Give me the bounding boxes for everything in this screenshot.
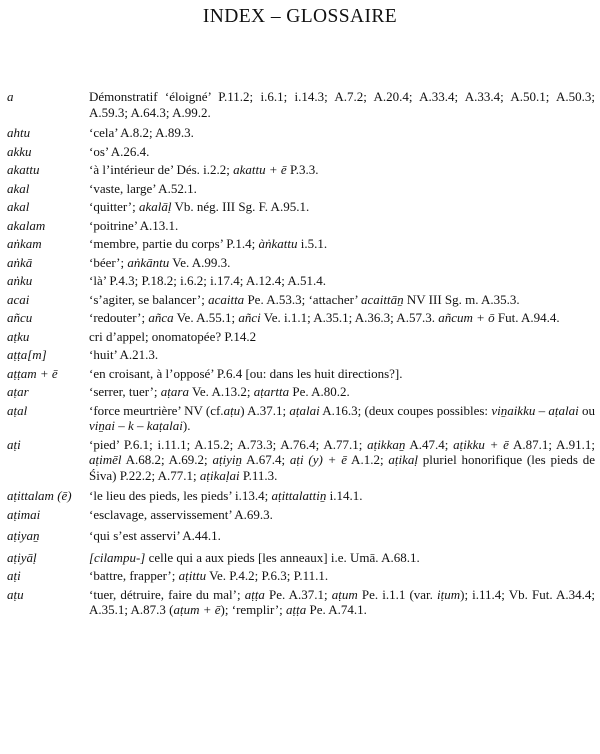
italic-form: aṭum <box>331 586 358 602</box>
italic-form: aṭu <box>223 402 241 418</box>
glossary-entry <box>7 89 595 120</box>
definition-text: ); i.11.4; Vb. Fut. A.34.4; A.35.1; A.87.3 ( <box>89 586 596 617</box>
italic-form: aṭiyiṉ <box>212 452 243 467</box>
definition-text: ‘le lieu des pieds, les pieds’ i.13.4; <box>89 488 272 503</box>
italic-form: [cilampu-] <box>89 549 146 565</box>
italic-form: akattu + ē <box>233 162 287 177</box>
entry-definition <box>89 437 595 484</box>
italic-form: aṭṭa <box>286 602 307 617</box>
definition-text: Vb. nég. III Sg. F. A.95.1. <box>171 199 310 214</box>
definition-text: ) A.37.1; <box>240 402 290 418</box>
entry-term: aṭṭam + ē <box>7 365 58 381</box>
definition-text: ‘tuer, détruire, faire du mal’; <box>89 586 245 602</box>
entry-definition <box>89 310 595 326</box>
glossary-entry <box>7 273 595 289</box>
entry-term: akalam <box>7 217 46 233</box>
italic-form: aṭi (y) + ē <box>289 452 347 467</box>
definition-text: Pe. A.37.1; <box>264 586 332 602</box>
definition-text: Démonstratif ‘éloigné’ P.11.2; i.6.1; i.14.3; A.7.2; A.20.4; A.33.4; A.33.4; A.50.1; A.50.3; A.59.3; A.64.3; A.99.2. <box>89 89 595 120</box>
entry-term: aṭal <box>7 402 28 418</box>
italic-form: aṭikaḷai <box>199 467 240 483</box>
entry-definition <box>89 587 595 618</box>
definition-text: Ve. i.1.1; A.35.1; A.36.3; A.57.3. <box>260 310 439 325</box>
definition-text: cri d’appel; onomatopée? P.14.2 <box>89 328 257 344</box>
italic-form: akalāḷ <box>138 199 172 214</box>
entry-term: aṭṭa[m] <box>7 347 47 362</box>
entry-definition <box>89 528 595 544</box>
glossary-entry <box>7 125 595 141</box>
entry-definition <box>89 255 595 271</box>
italic-form: aṭikkaṉ <box>367 436 406 452</box>
definition-text: ‘force meurtrière’ NV (cf. <box>89 402 224 418</box>
definition-text: Ve. A.55.1; <box>173 310 239 325</box>
glossary-entry <box>7 488 595 504</box>
italic-form: acaitta <box>208 291 245 307</box>
glossary-entry <box>7 144 595 160</box>
definition-text: ‘poitrine’ A.13.1. <box>89 217 179 233</box>
definition-text: ‘quitter’; <box>89 199 139 214</box>
definition-text: ‘à l’intérieur de’ Dés. i.2.2; <box>89 162 234 177</box>
entry-term: aṭi <box>7 436 21 452</box>
italic-form: aṭittalattiṉ <box>271 488 327 503</box>
italic-form: aṭalai <box>289 402 320 418</box>
glossary-entry <box>7 310 595 326</box>
entry-definition <box>89 329 595 345</box>
entry-definition <box>89 181 595 197</box>
glossary-entry <box>7 292 595 308</box>
entry-term: aṭu <box>7 586 24 602</box>
definition-text: NV III Sg. m. A.35.3. <box>403 291 520 307</box>
definition-text: P.3.3. <box>286 162 319 177</box>
glossary-entry <box>7 568 595 584</box>
definition-text: A.16.3; (deux coupes possibles: <box>319 402 492 418</box>
entry-term: ahtu <box>7 125 31 140</box>
entry-definition <box>89 144 595 160</box>
glossary-entry <box>7 528 595 544</box>
entry-term: aṭi <box>7 568 21 583</box>
glossary-entry <box>7 403 595 434</box>
definition-text: i.5.1. <box>297 236 328 251</box>
italic-form: aṅkāntu <box>127 254 170 270</box>
definition-text: A.87.1; A.91.1; <box>508 436 595 452</box>
definition-text: ‘redouter’; <box>89 310 149 325</box>
italic-form: aṭartta <box>253 384 290 399</box>
glossary-entry <box>7 236 595 252</box>
italic-form: viṉaikku – aṭalai <box>491 402 579 418</box>
entry-term: akal <box>7 199 30 214</box>
definition-text: ). <box>182 418 191 433</box>
definition-text: ou <box>578 402 596 418</box>
italic-form: acaittāṉ <box>361 291 404 307</box>
glossary-entry <box>7 550 595 566</box>
definition-text: ‘là’ P.4.3; P.18.2; i.6.2; i.17.4; A.12.4; A.51.4. <box>89 273 327 288</box>
glossary-entry <box>7 587 595 618</box>
entry-term: akattu <box>7 162 40 177</box>
entry-term: akal <box>7 180 30 196</box>
italic-form: añcum + ō <box>438 310 495 325</box>
definition-text: Pe. A.80.2. <box>289 384 350 399</box>
glossary-entry <box>7 384 595 400</box>
definition-text: Ve. A.99.3. <box>169 254 231 270</box>
definition-text: i.14.1. <box>326 488 363 503</box>
definition-text: A.47.4; <box>405 436 454 452</box>
definition-text: A.1.2; <box>346 452 389 467</box>
glossary-entries <box>7 89 595 618</box>
entry-definition <box>89 218 595 234</box>
definition-text: ‘esclavage, asservissement’ A.69.3. <box>89 506 273 522</box>
entry-definition <box>89 162 595 178</box>
definition-text: ‘pied’ P.6.1; i.11.1; A.15.2; A.73.3; A.76.4; A.77.1; <box>89 436 368 452</box>
glossary-entry <box>7 218 595 234</box>
italic-form: añci <box>238 310 261 325</box>
entry-term: aṭiyaṉ <box>7 528 40 543</box>
definition-text: Ve. A.13.2; <box>188 384 254 399</box>
italic-form: aṭikku + ē <box>453 436 509 452</box>
entry-term: añcu <box>7 310 33 325</box>
entry-definition <box>89 384 595 400</box>
definition-text: ‘battre, frapper’; <box>89 568 179 583</box>
italic-form: iṭum <box>437 586 461 602</box>
definition-text: ); ‘remplir’; <box>220 602 287 617</box>
italic-form: aṭara <box>160 384 189 399</box>
definition-text: A.68.2; A.69.2; <box>121 452 213 467</box>
definition-text: ‘qui s’est asservi’ A.44.1. <box>89 528 221 543</box>
entry-term: aṅku <box>7 273 33 288</box>
entry-definition <box>89 347 595 363</box>
entry-term: a <box>7 89 14 104</box>
definition-text: Pe. A.53.3; ‘attacher’ <box>244 291 362 307</box>
italic-form: àṅkattu <box>258 236 298 251</box>
entry-term: akku <box>7 143 32 159</box>
definition-text: Pe. i.1.1 (var. <box>357 586 438 602</box>
definition-text: Fut. A.94.4. <box>494 310 560 325</box>
entry-definition <box>89 125 595 141</box>
definition-text: pluriel honorifique (les pieds de Śiva) P.22.2; A.77.1; <box>89 452 595 483</box>
entry-definition <box>89 568 595 584</box>
definition-text: P.11.3. <box>239 467 278 483</box>
entry-term: aṭiyāḷ <box>7 549 37 565</box>
entry-term: aṅkā <box>7 254 33 270</box>
entry-term: acai <box>7 291 30 307</box>
italic-form: aṭum + ē <box>173 602 221 617</box>
definition-text: Ve. P.4.2; P.6.3; P.11.1. <box>206 568 329 583</box>
definition-text: celle qui a aux pieds [les anneaux] i.e. Umā. A.68.1. <box>145 549 420 565</box>
italic-form: aṭṭa <box>244 586 265 602</box>
italic-form: viṉai – k – kaṭalai <box>89 418 183 433</box>
definition-text: ‘cela’ A.8.2; A.89.3. <box>89 125 194 140</box>
entry-definition <box>89 89 595 120</box>
glossary-entry <box>7 181 595 197</box>
italic-form: aṭimēl <box>89 452 122 467</box>
definition-text: Pe. A.74.1. <box>306 602 367 617</box>
glossary-entry <box>7 366 595 382</box>
entry-definition <box>89 236 595 252</box>
italic-form: añca <box>148 310 174 325</box>
definition-text: ‘en croisant, à l’opposé’ P.6.4 [ou: dans les huit directions?]. <box>89 365 403 381</box>
entry-definition <box>89 550 595 566</box>
definition-text: ‘vaste, large’ A.52.1. <box>89 180 197 196</box>
glossary-entry <box>7 162 595 178</box>
definition-text: ‘serrer, tuer’; <box>89 384 161 399</box>
definition-text: ‘béer’; <box>89 254 128 270</box>
entry-definition <box>89 507 595 523</box>
glossary-entry <box>7 347 595 363</box>
entry-definition <box>89 199 595 215</box>
entry-term: aṭittalam (ē) <box>7 488 72 503</box>
definition-text: ‘membre, partie du corps’ P.1.4; <box>89 236 259 251</box>
italic-form: aṭikaḷ <box>388 452 418 467</box>
italic-form: aṭittu <box>178 568 207 583</box>
glossary-entry <box>7 437 595 484</box>
page-title: INDEX – GLOSSAIRE <box>202 6 398 27</box>
definition-text: ‘s’agiter, se balancer’; <box>89 291 209 307</box>
entry-term: aṭimai <box>7 506 41 522</box>
glossary-entry <box>7 329 595 345</box>
definition-text: A.67.4; <box>242 452 290 467</box>
entry-term: aṅkam <box>7 236 42 251</box>
glossary-entry <box>7 507 595 523</box>
entry-definition <box>89 488 595 504</box>
glossary-entry <box>7 199 595 215</box>
entry-definition <box>89 366 595 382</box>
entry-definition <box>89 403 595 434</box>
entry-definition <box>89 292 595 308</box>
entry-definition <box>89 273 595 289</box>
entry-term: aṭar <box>7 384 29 399</box>
glossary-entry <box>7 255 595 271</box>
entry-term: aṭku <box>7 328 30 344</box>
definition-text: ‘os’ A.26.4. <box>89 143 150 159</box>
definition-text: ‘huit’ A.21.3. <box>89 347 159 362</box>
